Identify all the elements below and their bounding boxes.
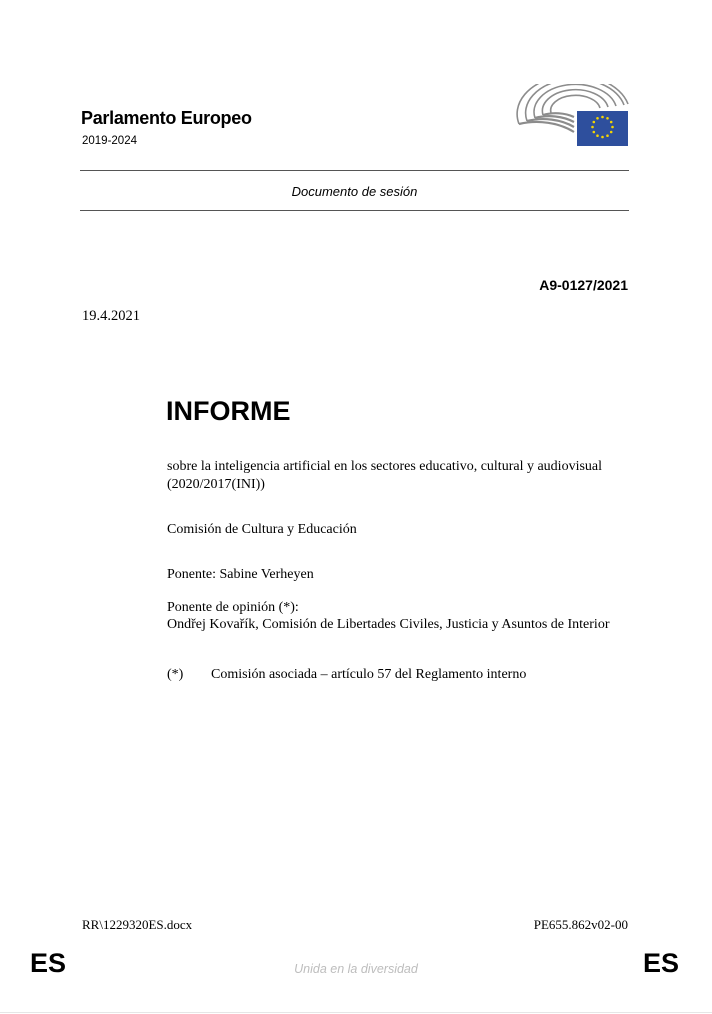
language-code-left: ES [30, 948, 67, 978]
committee: Comisión de Cultura y Educación [167, 522, 357, 537]
header-divider-top [80, 170, 629, 171]
document-type: Documento de sesión [291, 184, 418, 199]
report-subject [167, 458, 637, 494]
eu-motto: Unida en la diversidad [294, 962, 418, 976]
legislative-term: 2019-2024 [82, 135, 137, 147]
procedure-number: (2020/2017(INI)) [167, 477, 265, 492]
page-bottom-divider [0, 1012, 712, 1013]
footnote-text: Comisión asociada – artículo 57 del Reglamento interno [211, 667, 527, 682]
document-date: 19.4.2021 [82, 308, 140, 324]
document-reference: A9-0127/2021 [539, 277, 628, 293]
pe-reference: PE655.862v02-00 [533, 917, 628, 932]
report-title: INFORME [166, 396, 291, 426]
footnote-mark: (*) [167, 667, 184, 682]
european-parliament-logo [516, 84, 630, 150]
file-reference: RR\1229320ES.docx [82, 917, 193, 932]
opinion-rapporteur: Ondřej Kovařík, Comisión de Libertades Civiles, Justicia y Asuntos de Interior [167, 617, 610, 632]
rapporteur: Ponente: Sabine Verheyen [167, 567, 314, 582]
organization-name: Parlamento Europeo [81, 108, 252, 128]
language-code-right: ES [642, 948, 679, 978]
header-divider-bottom [80, 210, 629, 211]
report-subject-line: sobre la inteligencia artificial en los sectores educativo, cultural y audiovisual [167, 459, 603, 474]
opinion-rapporteur-label: Ponente de opinión (*): [167, 600, 299, 615]
